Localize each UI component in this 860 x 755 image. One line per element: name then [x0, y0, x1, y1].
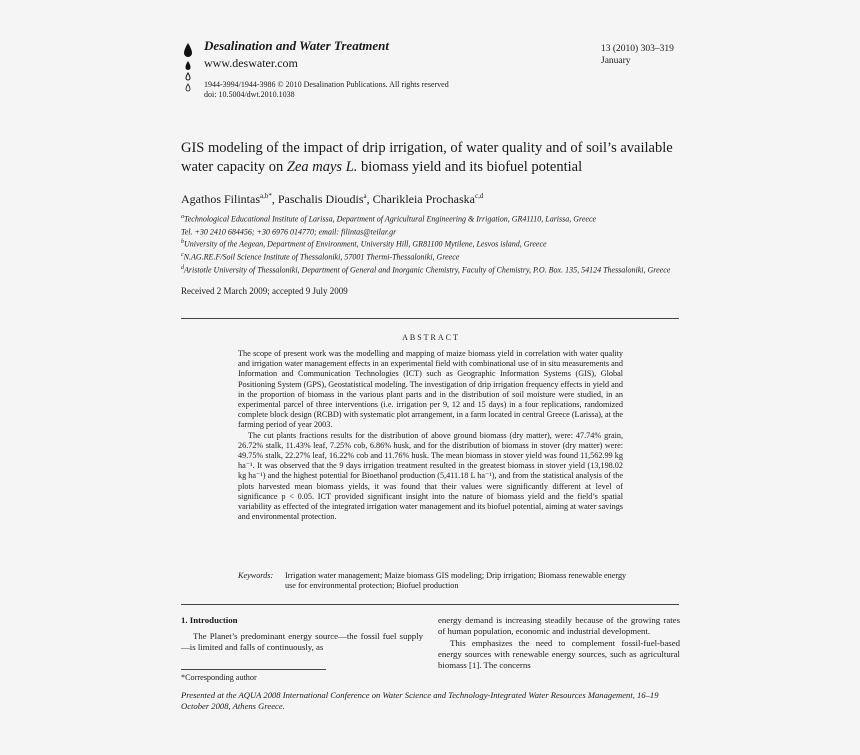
volume-info: [601, 43, 674, 67]
volume-pages: 13 (2010) 303–319: [601, 44, 674, 54]
right-column: [438, 615, 680, 671]
affiliation-list: [181, 212, 681, 275]
keywords-label: Keywords:: [238, 571, 274, 580]
author-separator: ,: [271, 192, 278, 206]
journal-logo-icon: [181, 42, 195, 94]
title-part1: GIS modeling of the impact of drip irrigation, of water quality and of soil’s available water capacity on: [181, 140, 673, 175]
affiliation-item: Tel. +30 2410 684456; +30 6976 014770; email: filintas@teilar.gr: [181, 227, 397, 237]
issn-block: [204, 80, 449, 100]
article-title: [181, 139, 701, 177]
footnote-divider: [181, 669, 326, 670]
abstract-body: [238, 349, 623, 522]
keywords-text: Irrigation water management; Maize biomass GIS modeling; Drip irrigation; Biomass renewable energy use for environmental protection; Biofuel production: [285, 571, 627, 591]
title-part2: biomass yield and its biofuel potential: [357, 159, 583, 175]
author-name: Agathos Filintas: [181, 192, 261, 206]
body-paragraph: The Planet’s predominant energy source—the fossil fuel supply—is limited and falls of continuously, as: [181, 631, 423, 652]
doi-line[interactable]: doi: 10.5004/dwt.2010.1038: [204, 90, 295, 99]
journal-website[interactable]: www.deswater.com: [204, 56, 298, 70]
issue-month: January: [601, 56, 631, 66]
author-affil-mark: a: [363, 192, 367, 200]
abstract-paragraph: The cut plants fractions results for the distribution of above ground biomass (dry matter), were: 47.74% grain, 26.72% stalk, 11.43% leaf, 7.25% cob, 6.86% husk, and for the distribution of biomass in stover (dry matter) were: 49.75% stalk, 22.27% leaf, 16.22% cob and 11.76% husk. The mean biomass in stover yield was found 11,562.99 kg ha⁻¹. It was observed that the 9 days irrigation treatment resulted in the greatest biomass in stover yield (13,198.02 kg ha⁻¹) and the highest potential for Bioethanol production (5,411.18 L ha⁻¹), and from the statistical analysis of the plots harvested mean biomass yields, it was found that their values were significantly different at level of significance p < 0.05. ICT provided significant insight into the nature of biomass yield and the field’s spatial variability as effected of the integrated irrigation water management and its biofuel potential, aiming at water savings and environmental protection.: [238, 430, 623, 522]
author-list: [181, 192, 483, 207]
abstract-divider: [181, 604, 679, 605]
title-species: Zea mays L.: [286, 159, 358, 175]
corresponding-author-footnote: *Corresponding author: [181, 673, 257, 682]
affiliation-item: $^a$Technological Educational Institute of Larissa, Department of Agricultural Engineering & Irrigation, GR41110, Larissa, Greece: [181, 214, 597, 224]
issn-line: 1944-3994/1944-3986 © 2010 Desalination Publications. All rights reserved: [204, 80, 449, 89]
author-separator: ,: [366, 192, 373, 206]
body-paragraph: This emphasizes the need to complement fossil-fuel-based energy sources with renewable energy sources, such as agricultural biomass [1]. The concerns: [438, 638, 680, 670]
affiliation-item: $^b$University of the Aegean, Department of Environment, University Hill, GR81100 Mytilene, Lesvos island, Greece: [181, 239, 547, 249]
abstract-heading: ABSTRACT: [402, 333, 460, 342]
author-affil-mark: c,d: [474, 192, 484, 200]
keywords-block: [238, 571, 628, 591]
author-affil-mark: a,b*: [260, 192, 272, 200]
affiliation-item: $^d$Aristotle University of Thessaloniki, Department of General and Inorganic Chemistry, Faculty of Chemistry, P.O. Box. 135, 54124 Thessaloniki, Greece: [181, 264, 671, 275]
author-name: Paschalis Dioudis: [277, 192, 364, 206]
abstract-paragraph: The scope of present work was the modelling and mapping of maize biomass yield in correlation with water quality and irrigation water management effects in an experimental field with combinational use of in situ measurements and Information and Communication Technologies (ICT) such as Geographic Information Systems (GIS), Global Positioning System (GPS), Geostatistical modeling. The investigation of drip irrigation frequency effects in yield and in the proportion of biomass in the various plant parts and in the distribution of soil moisture were studied, in an experimental parcel of three interventions (i.e. irrigation per 9, 12 and 15 days) in a four replications, randomized complete block design (RCBD) with systematic plot arrangement, in a farm located in central Greece (Larissa), at the farming period of year 2003.: [238, 349, 623, 430]
conference-note: Presented at the AQUA 2008 International Conference on Water Science and Technology-Integrated Water Resources Management, 16–19 October 2008, Athens Greece.: [181, 690, 659, 711]
header-divider: [181, 318, 679, 319]
body-paragraph: energy demand is increasing steadily because of the growing rates of human population, economic and industrial development.: [438, 615, 680, 636]
left-column: [181, 631, 423, 653]
section-heading: 1. Introduction: [181, 615, 238, 625]
received-dates: Received 2 March 2009; accepted 9 July 2009: [181, 286, 348, 296]
journal-name: Desalination and Water Treatment: [204, 38, 390, 53]
affiliation-item: $^c$N.AG.RE.F/Soil Science Institute of Thessaloniki, 57001 Thermi-Thessaloniki, Greece: [181, 251, 460, 262]
author-name: Charikleia Prochaska: [372, 192, 475, 206]
